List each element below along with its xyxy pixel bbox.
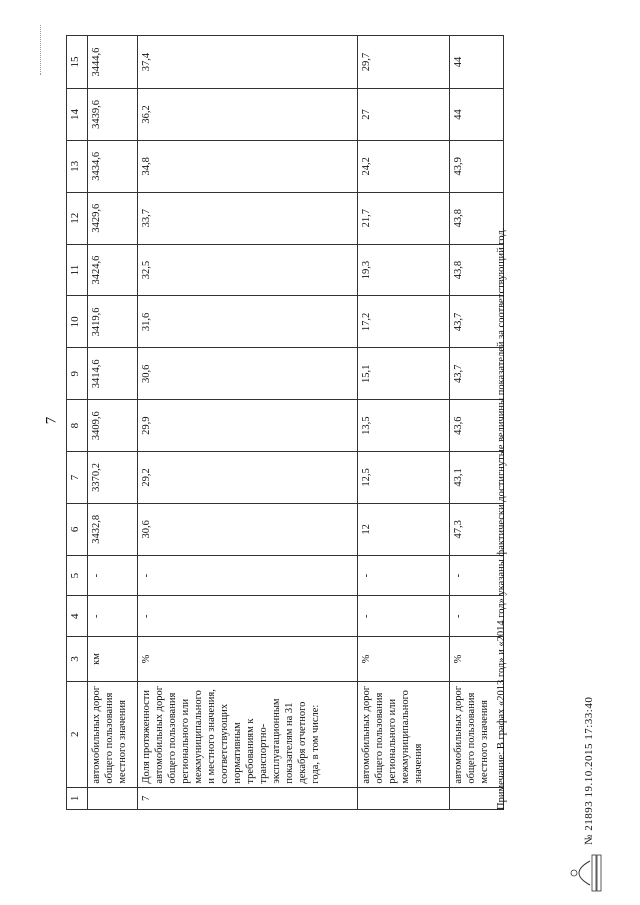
stamp-logo-icon xyxy=(560,853,604,893)
table-cell xyxy=(358,787,450,809)
table-cell: 43,7 xyxy=(450,296,504,348)
table-cell: 19,3 xyxy=(358,244,450,296)
table-cell: 7 xyxy=(138,787,358,809)
registration-stamp: № 21893 19.10.2015 17:33:40 xyxy=(583,696,595,845)
table-cell: % xyxy=(450,637,504,682)
table-row xyxy=(88,36,138,810)
indicator-name-cell: автомобильных дорог общего пользования местного значения xyxy=(450,681,504,787)
table-cell: - xyxy=(138,596,358,637)
table-cell: 24,2 xyxy=(358,140,450,192)
table-cell: 13,5 xyxy=(358,400,450,452)
column-header-3: 3 xyxy=(67,637,88,682)
table-cell: - xyxy=(138,555,358,596)
indicators-table xyxy=(66,35,504,810)
table-cell: 27 xyxy=(358,89,450,141)
table-cell: 3429,6 xyxy=(88,192,138,244)
table-cell: 29,9 xyxy=(138,400,358,452)
table-cell: - xyxy=(88,555,138,596)
table-cell: 34,8 xyxy=(138,140,358,192)
table-cell: 33,7 xyxy=(138,192,358,244)
table-cell: 3370,2 xyxy=(88,452,138,504)
table-cell: 12,5 xyxy=(358,452,450,504)
table-cell: 12 xyxy=(358,503,450,555)
column-header-15: 15 xyxy=(67,36,88,89)
table-cell: 43,7 xyxy=(450,348,504,400)
table-cell: 47,3 xyxy=(450,503,504,555)
column-header-6: 6 xyxy=(67,503,88,555)
indicator-name-cell: автомобильных дорог общего пользования местного значения xyxy=(88,681,138,787)
table-cell: - xyxy=(358,596,450,637)
table-cell: 3432,8 xyxy=(88,503,138,555)
column-header-7: 7 xyxy=(67,452,88,504)
indicator-name-cell: автомобильных дорог общего пользования регионального или межмуниципального значения xyxy=(358,681,450,787)
table-cell: 32,5 xyxy=(138,244,358,296)
table-cell: % xyxy=(138,637,358,682)
table-cell: 44 xyxy=(450,89,504,141)
column-header-12: 12 xyxy=(67,192,88,244)
table-cell: 29,7 xyxy=(358,36,450,89)
table-cell: - xyxy=(88,596,138,637)
table-cell: 17,2 xyxy=(358,296,450,348)
table-cell: - xyxy=(450,596,504,637)
column-header-11: 11 xyxy=(67,244,88,296)
table-cell: 37,4 xyxy=(138,36,358,89)
table-cell xyxy=(88,787,138,809)
column-header-5: 5 xyxy=(67,555,88,596)
table-cell: 43,8 xyxy=(450,192,504,244)
table-cell: % xyxy=(358,637,450,682)
table-cell: - xyxy=(450,555,504,596)
column-header-9: 9 xyxy=(67,348,88,400)
table-cell: 44 xyxy=(450,36,504,89)
column-header-10: 10 xyxy=(67,296,88,348)
column-header-4: 4 xyxy=(67,596,88,637)
table-cell: 36,2 xyxy=(138,89,358,141)
table-cell: 3444,6 xyxy=(88,36,138,89)
table-cell: 3414,6 xyxy=(88,348,138,400)
column-header-1: 1 xyxy=(67,787,88,809)
table-cell: 30,6 xyxy=(138,503,358,555)
table-cell: - xyxy=(358,555,450,596)
page-number: 7 xyxy=(43,416,60,425)
table-cell: 43,9 xyxy=(450,140,504,192)
table-row xyxy=(138,36,358,810)
table-cell: 3419,6 xyxy=(88,296,138,348)
table-cell: 3439,6 xyxy=(88,89,138,141)
column-header-13: 13 xyxy=(67,140,88,192)
table-cell: 3424,6 xyxy=(88,244,138,296)
table-cell: 3409,6 xyxy=(88,400,138,452)
margin-mark xyxy=(40,25,47,75)
table-cell: 43,6 xyxy=(450,400,504,452)
table-cell: 21,7 xyxy=(358,192,450,244)
table-cell: 29,2 xyxy=(138,452,358,504)
header-row xyxy=(67,36,88,810)
column-header-14: 14 xyxy=(67,89,88,141)
table-cell: 43,1 xyxy=(450,452,504,504)
table-cell: 31,6 xyxy=(138,296,358,348)
table-cell: км xyxy=(88,637,138,682)
table-note: Примечание: В графах «2013 год» и «2014 год» указаны фактически достигнутые величины показателей за соответствующий год. xyxy=(496,227,507,810)
indicator-name-cell: Доля протяженности автомобильных дорог общего пользования регионального или межмуниципального и местного значения, соответствующих нормативным требованиям к транспортно-эксплуатационным показателям на 31 декабря отчетного года, в том числе: xyxy=(138,681,358,787)
table-cell: 3434,6 xyxy=(88,140,138,192)
table-cell: 43,8 xyxy=(450,244,504,296)
table-cell: 30,6 xyxy=(138,348,358,400)
column-header-2: 2 xyxy=(67,681,88,787)
table-cell: 15,1 xyxy=(358,348,450,400)
column-header-8: 8 xyxy=(67,400,88,452)
table-row xyxy=(358,36,450,810)
